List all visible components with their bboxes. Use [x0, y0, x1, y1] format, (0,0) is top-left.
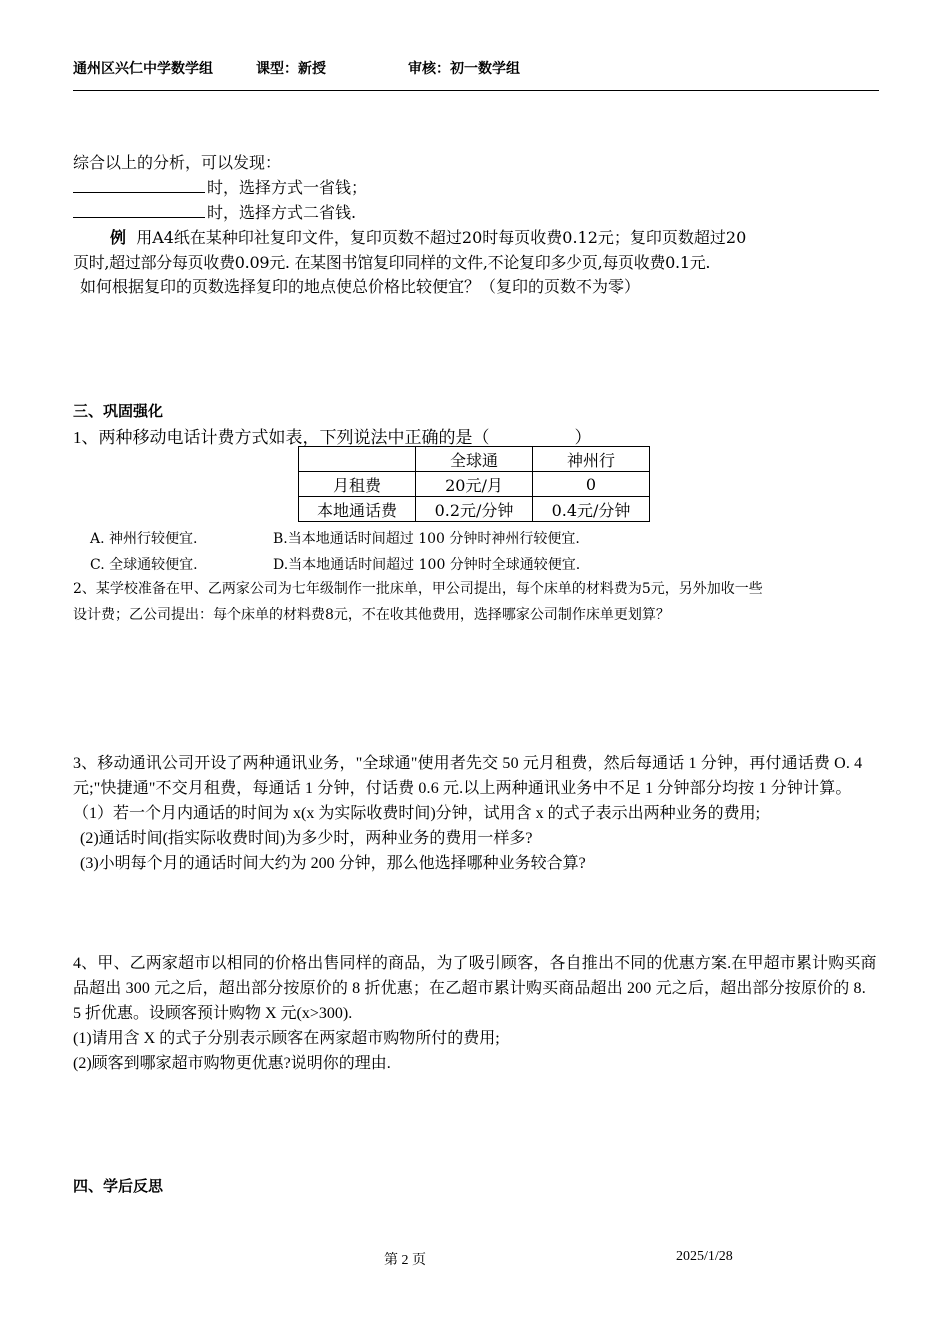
- q3-line-1: 3、移动通讯公司开设了两种通讯业务，"全球通"使用者先交 50 元月租费，然后每通话 1 分钟，再付通话费 O. 4: [73, 755, 863, 772]
- footer-page-number: 第 2 页: [384, 1253, 426, 1268]
- section-3-title: 三、巩固强化: [73, 402, 164, 420]
- section-4-title: 四、学后反思: [73, 1177, 164, 1195]
- table-header-cell: 神州行: [533, 447, 650, 472]
- q3-sub-3: (3)小明每个月的通话时间大约为 200 分钟，那么他选择哪种业务较合算?: [80, 855, 586, 872]
- header-lesson-type: 课型：新授: [256, 61, 326, 77]
- table-cell: 0.4元/分钟: [533, 497, 650, 522]
- q2-line-2: 设计费；乙公司提出：每个床单的材料费8元，不在收其他费用，选择哪家公司制作床单更划算？: [73, 607, 670, 623]
- answer-blank-1[interactable]: [73, 176, 205, 193]
- answer-blank-2[interactable]: [73, 201, 205, 218]
- footer-date: 2025/1/28: [676, 1249, 733, 1264]
- summary-line-1-text: 时，选择方式一省钱；: [207, 178, 368, 197]
- table-header-row: [299, 447, 650, 472]
- q1-option-c: C. 全球通较便宜.: [90, 557, 198, 573]
- q1-option-a: A. 神州行较便宜.: [90, 531, 198, 547]
- header-review: 审核：初一数学组: [408, 61, 520, 77]
- q3-sub-2: (2)通话时间(指实际收费时间)为多少时，两种业务的费用一样多?: [80, 830, 533, 847]
- table-cell: 20元/月: [416, 472, 533, 497]
- summary-line-2: [73, 200, 356, 223]
- example-line-3: 如何根据复印的页数选择复印的地点使总价格比较便宜？（复印的页数不为零）: [80, 277, 641, 296]
- example-line-1-text: 用A4纸在某种印社复印文件，复印页数不超过20时每页收费0.12元；复印页数超过20: [136, 228, 747, 247]
- table-header-cell: 全球通: [416, 447, 533, 472]
- table-cell: 月租费: [299, 472, 416, 497]
- q1-stem: 1、两种移动电话计费方式如表，下列说法中正确的是（ ）: [73, 428, 592, 447]
- summary-line-1: [73, 175, 367, 198]
- q1-fee-table: [298, 446, 650, 522]
- q3-sub-1: （1）若一个月内通话的时间为 x(x 为实际收费时间)分钟，试用含 x 的式子表示出两种业务的费用;: [73, 805, 761, 822]
- example-line-1: [110, 225, 746, 248]
- table-cell: 0.2元/分钟: [416, 497, 533, 522]
- table-row: [299, 497, 650, 522]
- header-school: 通州区兴仁中学数学组: [73, 61, 213, 77]
- summary-line-2-text: 时，选择方式二省钱.: [207, 203, 357, 222]
- q4-sub-2: (2)顾客到哪家超市购物更优惠?说明你的理由.: [73, 1055, 391, 1072]
- q1-option-d: D.当本地通话时间超过 100 分钟时全球通较便宜.: [273, 557, 581, 573]
- table-row: [299, 472, 650, 497]
- q2-line-1: 2、某学校准备在甲、乙两家公司为七年级制作一批床单，甲公司提出，每个床单的材料费为5元，另外加收一些: [73, 581, 763, 597]
- q4-line-2: 品超出 300 元之后，超出部分按原价的 8 折优惠；在乙超市累计购买商品超出 200 元之后，超出部分按原价的 8.: [73, 980, 866, 997]
- example-line-2: 页时,超过部分每页收费0.09元. 在某图书馆复印同样的文件,不论复印多少页,每页收费0.1元.: [73, 253, 711, 272]
- q3-line-2: 元;"快捷通"不交月租费，每通话 1 分钟，付话费 0.6 元.以上两种通讯业务中不足 1 分钟部分均按 1 分钟计算。: [73, 780, 852, 797]
- summary-intro: 综合以上的分析，可以发现：: [73, 153, 282, 172]
- q4-line-1: 4、甲、乙两家超市以相同的价格出售同样的商品，为了吸引顾客，各自推出不同的优惠方案.在甲超市累计购买商: [73, 955, 877, 972]
- q1-option-b: B.当本地通话时间超过 100 分钟时神州行较便宜.: [273, 531, 580, 547]
- example-label: 例: [110, 228, 127, 247]
- table-header-cell: [299, 447, 416, 472]
- table-cell: 0: [533, 472, 650, 497]
- table-cell: 本地通话费: [299, 497, 416, 522]
- q4-line-3: 5 折优惠。设顾客预计购物 X 元(x>300).: [73, 1005, 353, 1022]
- header-divider: [73, 90, 879, 91]
- q4-sub-1: (1)请用含 X 的式子分别表示顾客在两家超市购物所付的费用;: [73, 1030, 500, 1047]
